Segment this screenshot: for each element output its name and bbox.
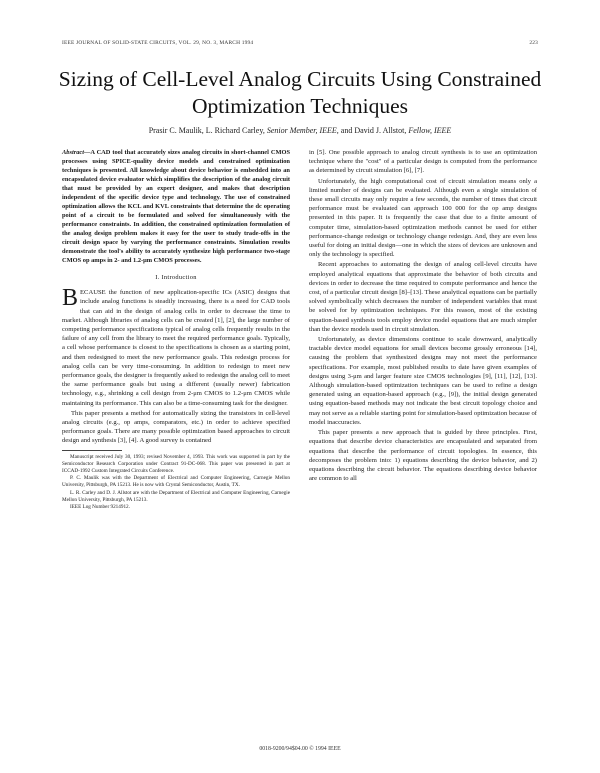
abstract-label: Abstract—: [62, 149, 91, 156]
footnote-author-2: L. R. Carley and D. J. Allstot are with the Department of Electrical and Computer Engineering, Carnegie Mellon University, Pittsburgh, PA 15213.: [62, 489, 290, 503]
body-paragraph-3: Recent approaches to automating the design of analog cell-level circuits have employed analytical equations that approximate the behavior of both circuits and devices in order to decrease the time required to compute performance and hence the cost, of a particular circuit design [8]–[13]. These analytical equations can be partially solved symbolically which decreases the number of independent variables that must be solved for by optimization techniques. For this reason, most of the existing equation-based synthesis tools employ device model equations that are much simpler than the device models used in circuit simulation.: [309, 261, 537, 333]
author-and: and David J. Allstot,: [340, 126, 407, 135]
running-header: [62, 40, 538, 46]
author-title-2: Fellow, IEEE: [408, 126, 452, 135]
left-column: [62, 148, 290, 511]
intro-paragraph-2: This paper presents a method for automatically sizing the transistors in cell-level analog circuits (e.g., op amps, comparators, etc.) in order to achieve specified performance goals. There are many possible optimization based approaches to circuit design and synthesis [3], [4]. A good survey is contained: [62, 409, 290, 445]
drop-cap: B: [62, 285, 79, 312]
body-paragraph-4: Unfortunately, as device dimensions continue to scale downward, analytically tractable device model equations for small devices become grossly erroneous [14], causing the problem that synthesized designs may not meet the performance specifications. For example, most published results to date have given examples of designs using 3-μm and larger feature size CMOS technologies [9], [11], [12], [13]. Although simulation-based optimization techniques can be used to refine a design generated using an equation-based approach (e.g., [9]), the initial design generated using equation-based methods may not indicate the best circuit topology choice and may not serve as a reliable starting point for simulation-based optimization because of model inaccuracies.: [309, 336, 537, 426]
footnote-divider: [62, 450, 122, 451]
intro-paragraph-1: [62, 285, 290, 408]
author-line: [40, 126, 560, 135]
journal-header: IEEE JOURNAL OF SOLID-STATE CIRCUITS, VOL. 29, NO. 3, MARCH 1994: [62, 40, 254, 46]
abstract: [62, 148, 290, 265]
footnote-manuscript: Manuscript received July 30, 1993; revised November 4, 1993. This work was supported in part by the Semiconductor Research Corporation under Contract 91-DC-068. This paper was presented in part at ICCAD-1992 Custom Integrated Circuits Conference.: [62, 453, 290, 475]
paper-title: Sizing of Cell-Level Analog Circuits Using Constrained Optimization Techniques: [58, 67, 542, 118]
author-names: Prasir C. Maulik, L. Richard Carley,: [148, 126, 265, 135]
copyright-line: 0018-9200/94$04.00 © 1994 IEEE: [259, 746, 341, 752]
intro-paragraph-1-text: ECAUSE the function of new application-specific ICs (ASIC) designs that include analog functions is steadily increasing, there is a need for CAD tools that can aid in the design of analog cells in order to decrease the time to market. Although libraries of analog cells can be created [1], [2], the large number of competing performance specifications typical of analog cells frequently results in the failure of any cell from the library to meet the required performance goals. Typically, a cell whose performance is closest to the specifications is chosen as a starting point, and then redesigned to meet the new performance goals. This redesign process for analog cells can be very time-consuming. In addition to redesign to meet new performance goals, the designer is frequently asked to redesign the analog cell to meet the same performance goals but using a different (usually newer) fabrication technology, e.g., shrinking a cell design from 2-μm CMOS to 1.2-μm CMOS while maintaining its performance. This can also be a time-consuming task for the designer.: [62, 289, 290, 407]
footnote-author-1: P. C. Maulik was with the Department of Electrical and Computer Engineering, Carnegie Mellon University, Pittsburgh, PA 15213. He is now with Crystal Semiconductor, Austin, TX.: [62, 475, 290, 489]
right-column: [309, 148, 537, 484]
footnote-log: IEEE Log Number 9214912.: [70, 504, 130, 511]
abstract-text: A CAD tool that accurately sizes analog circuits in short-channel CMOS processes using SPICE-quality device models and constrained optimization techniques is presented. All knowledge about device behavior is embedded into an encapsulated device evaluator which simplifies the description of the analog circuit that must be provided by an expert designer, and makes that description independent of the specific device type and technology. The use of constrained optimization allows the KCL and KVL constraints that determine the dc operating point of a circuit to be formulated and solved for simultaneously with the performance constraints. In addition, the constrained optimization formulation of the analog design problem makes it easy for the user to study trade-offs in the circuit design space by varying the performance constraints. Simulation results demonstrate the tool's ability to accurately synthesize high performance two-stage CMOS op amps in 2- and 1.2-μm CMOS processes.: [62, 149, 290, 264]
section-heading-introduction: I. Introduction: [155, 274, 197, 281]
author-title-1: Senior Member, IEEE,: [266, 126, 339, 135]
body-paragraph-2: Unfortunately, the high computational cost of circuit simulation means only a limited number of designs can be evaluated. Although even a single simulation of these small circuits may only require a few seconds, the number of times that circuit performance must be evaluated can approach 100 000 for the op amp designs presented in this paper. It is frequently the case that due to a finite amount of computer time, simulation-based optimization methods cannot be used for either performance-change redesign or technology change redesign. And, they are even less useful for doing an initial design—one in which the sizes of devices are unknown and only the technology is specified.: [309, 177, 537, 259]
body-paragraph-1: in [5]. One possible approach to analog circuit synthesis is to use an optimization technique where the "cost" of a particular design is computed from the performance as determined by circuit simulation [6], [7].: [309, 149, 537, 175]
body-paragraph-5: This paper presents a new approach that is guided by three principles. First, equations that describe device characteristics are encapsulated and separated from equations that describe the performance of circuit topologies. In essence, this decomposes the problem into: 1) equations describing the device behavior, and 2) equations describing the circuit behavior. The equations describing device behavior are common to all: [309, 429, 537, 483]
page-number: 223: [529, 40, 538, 46]
